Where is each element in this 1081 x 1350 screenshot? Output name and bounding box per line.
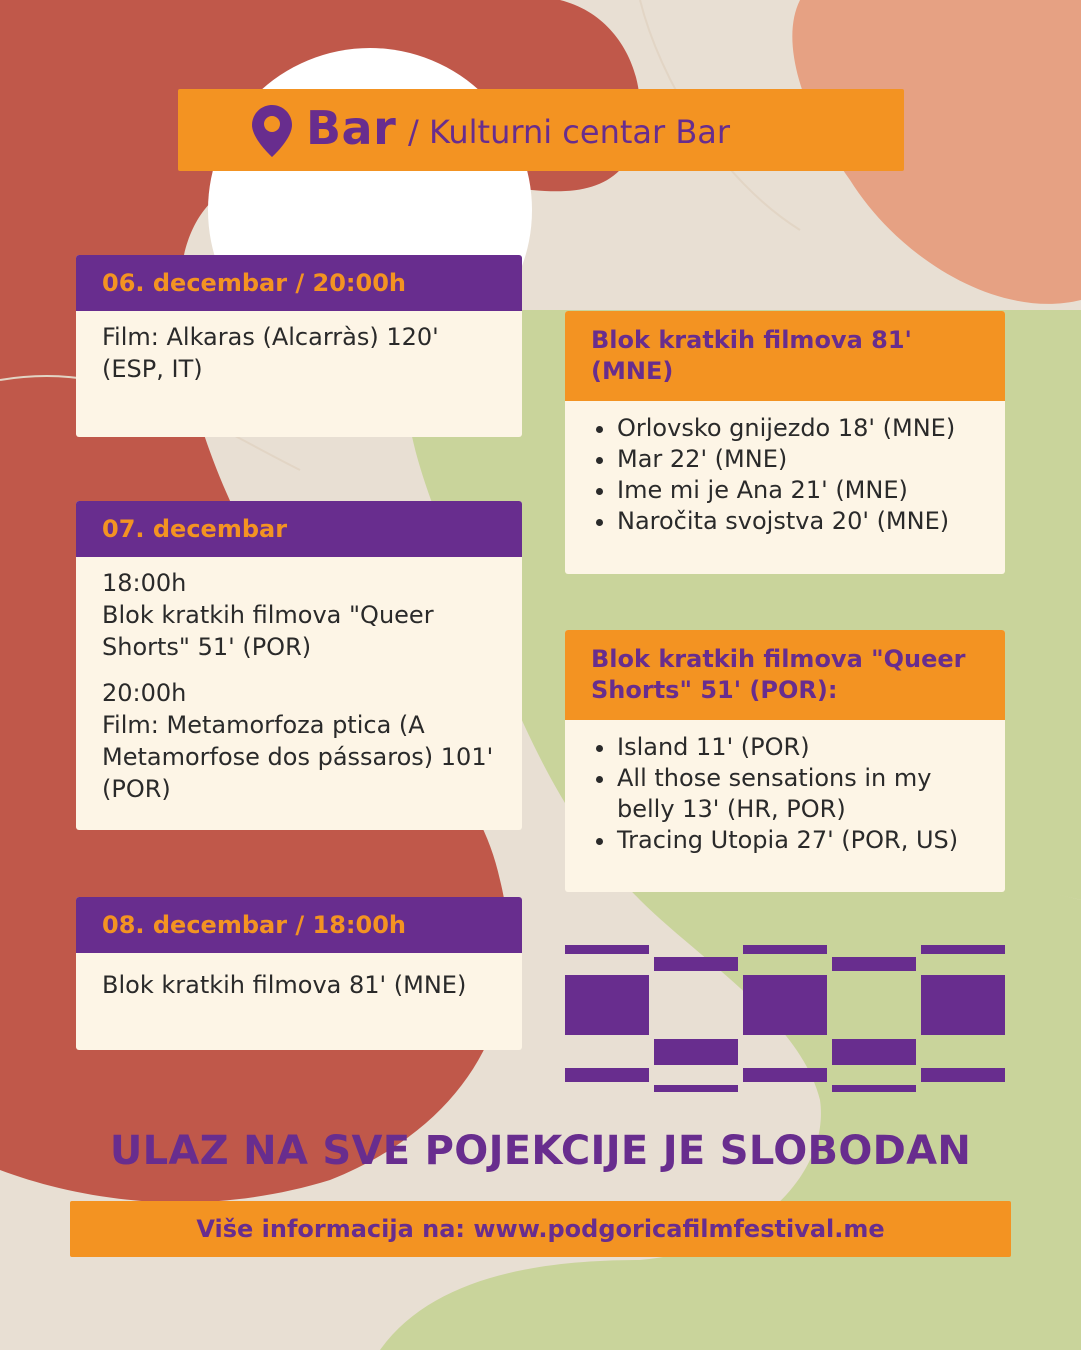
schedule-card-day3	[76, 897, 522, 1050]
venue-name: / Kulturni centar Bar	[408, 113, 731, 151]
block-queer-list	[565, 720, 1005, 856]
day1-film: Film: Alkaras (Alcarràs) 120' (ESP, IT)	[102, 323, 439, 383]
list-item: • All those sensations in my belly 13' (HR, POR)	[617, 763, 979, 825]
more-info-banner[interactable]: Više informacija na: www.podgoricafilmfestival.me	[70, 1201, 1011, 1257]
list-item: • Island 11' (POR)	[617, 732, 979, 763]
block-mne-list	[565, 401, 1005, 537]
day3-body: Blok kratkih filmova 81' (MNE)	[102, 971, 467, 999]
block-queer-card	[565, 630, 1005, 892]
day2-slot1-title: Blok kratkih filmova "Queer Shorts" 51' (POR)	[102, 601, 434, 661]
day1-heading: 06. decembar / 20:00h	[76, 255, 522, 311]
schedule-card-day2	[76, 501, 522, 830]
list-item: • Ime mi je Ana 21' (MNE)	[617, 475, 979, 506]
day3-heading: 08. decembar / 18:00h	[76, 897, 522, 953]
city-name: Bar	[306, 101, 397, 155]
film-strip-pattern	[565, 945, 1006, 1093]
day2-slot2-time: 20:00h	[102, 679, 187, 707]
free-entry-notice: ULAZ NA SVE POJEKCIJE JE SLOBODAN	[109, 1128, 972, 1174]
block-mne-card	[565, 311, 1005, 574]
list-item: • Mar 22' (MNE)	[617, 444, 979, 475]
block-mne-heading: Blok kratkih filmova 81' (MNE)	[565, 311, 1005, 401]
venue-header	[178, 89, 904, 171]
block-queer-heading: Blok kratkih filmova "Queer Shorts" 51' (POR):	[565, 630, 1005, 720]
schedule-card-day1	[76, 255, 522, 437]
day2-heading: 07. decembar	[76, 501, 522, 557]
location-pin-icon	[252, 105, 292, 157]
list-item: • Orlovsko gnijezdo 18' (MNE)	[617, 413, 979, 444]
list-item: • Tracing Utopia 27' (POR, US)	[617, 825, 979, 856]
day2-body	[76, 557, 522, 815]
day2-slot1-time: 18:00h	[102, 569, 187, 597]
list-item: • Naročita svojstva 20' (MNE)	[617, 506, 979, 537]
day2-slot2-title: Film: Metamorfoza ptica (A Metamorfose dos pássaros) 101' (POR)	[102, 711, 494, 803]
